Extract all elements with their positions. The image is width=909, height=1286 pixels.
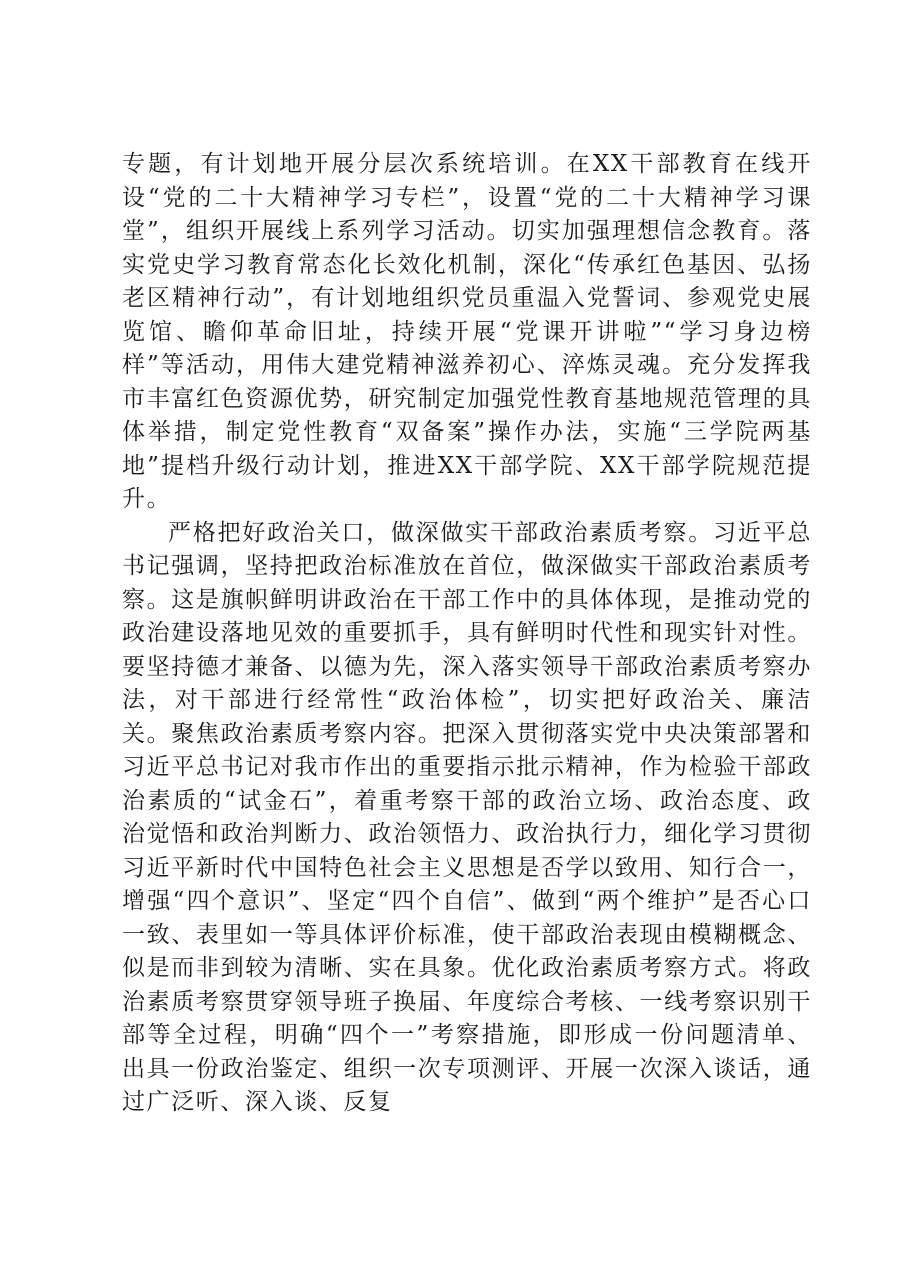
paragraph-political-quality-review: 严格把好政治关口，做深做实干部政治素质考察。习近平总书记强调，坚持把政治标准放在首位，做深做实干部政治素质考察。这是旗帜鲜明讲政治在干部工作中的具体体现，是推动党的政治建设落地见效的重要抓手，具有鲜明时代性和现实针对性。要坚持德才兼备、以德为先，深入落实领导干部政治素质考察办法，对干部进行经常性“政治体检”，切实把好政治关、廉洁关。聚焦政治素质考察内容。把深入贯彻落实党中央决策部署和习近平总书记对我市作出的重要指示批示精神，作为检验干部政治素质的“试金石”，着重考察干部的政治立场、政治态度、政治觉悟和政治判断力、政治领悟力、政治执行力，细化学习贯彻习近平新时代中国特色社会主义思想是否学以致用、知行合一，增强“四个意识”、坚定“四个自信”、做到“两个维护”是否心口一致、表里如一等具体评价标准，使干部政治表现由模糊概念、似是而非到较为清晰、实在具象。优化政治素质考察方式。将政治素质考察贯穿领导班子换届、年度综合考核、一线考察识别干部等全过程，明确“四个一”考察措施，即形成一份问题清单、出具一份政治鉴定、组织一次专项测评、开展一次深入谈话，通过广泛听、深入谈、反复 <box>122 519 812 1115</box>
document-body <box>122 148 812 1120</box>
paragraph-training-continuation: 专题，有计划地开展分层次系统培训。在XX干部教育在线开设“党的二十大精神学习专栏”，设置“党的二十大精神学习课堂”，组织开展线上系列学习活动。切实加强理想信念教育。落实党史学习教育常态化长效化机制，深化“传承红色基因、弘扬老区精神行动”，有计划地组织党员重温入党誓词、参观党史展览馆、瞻仰革命旧址，持续开展“党课开讲啦”“学习身边榜样”等活动，用伟大建党精神滋养初心、淬炼灵魂。充分发挥我市丰富红色资源优势，研究制定加强党性教育基地规范管理的具体举措，制定党性教育“双备案”操作办法，实施“三学院两基地”提档升级行动计划，推进XX干部学院、XX干部学院规范提升。 <box>122 151 812 512</box>
